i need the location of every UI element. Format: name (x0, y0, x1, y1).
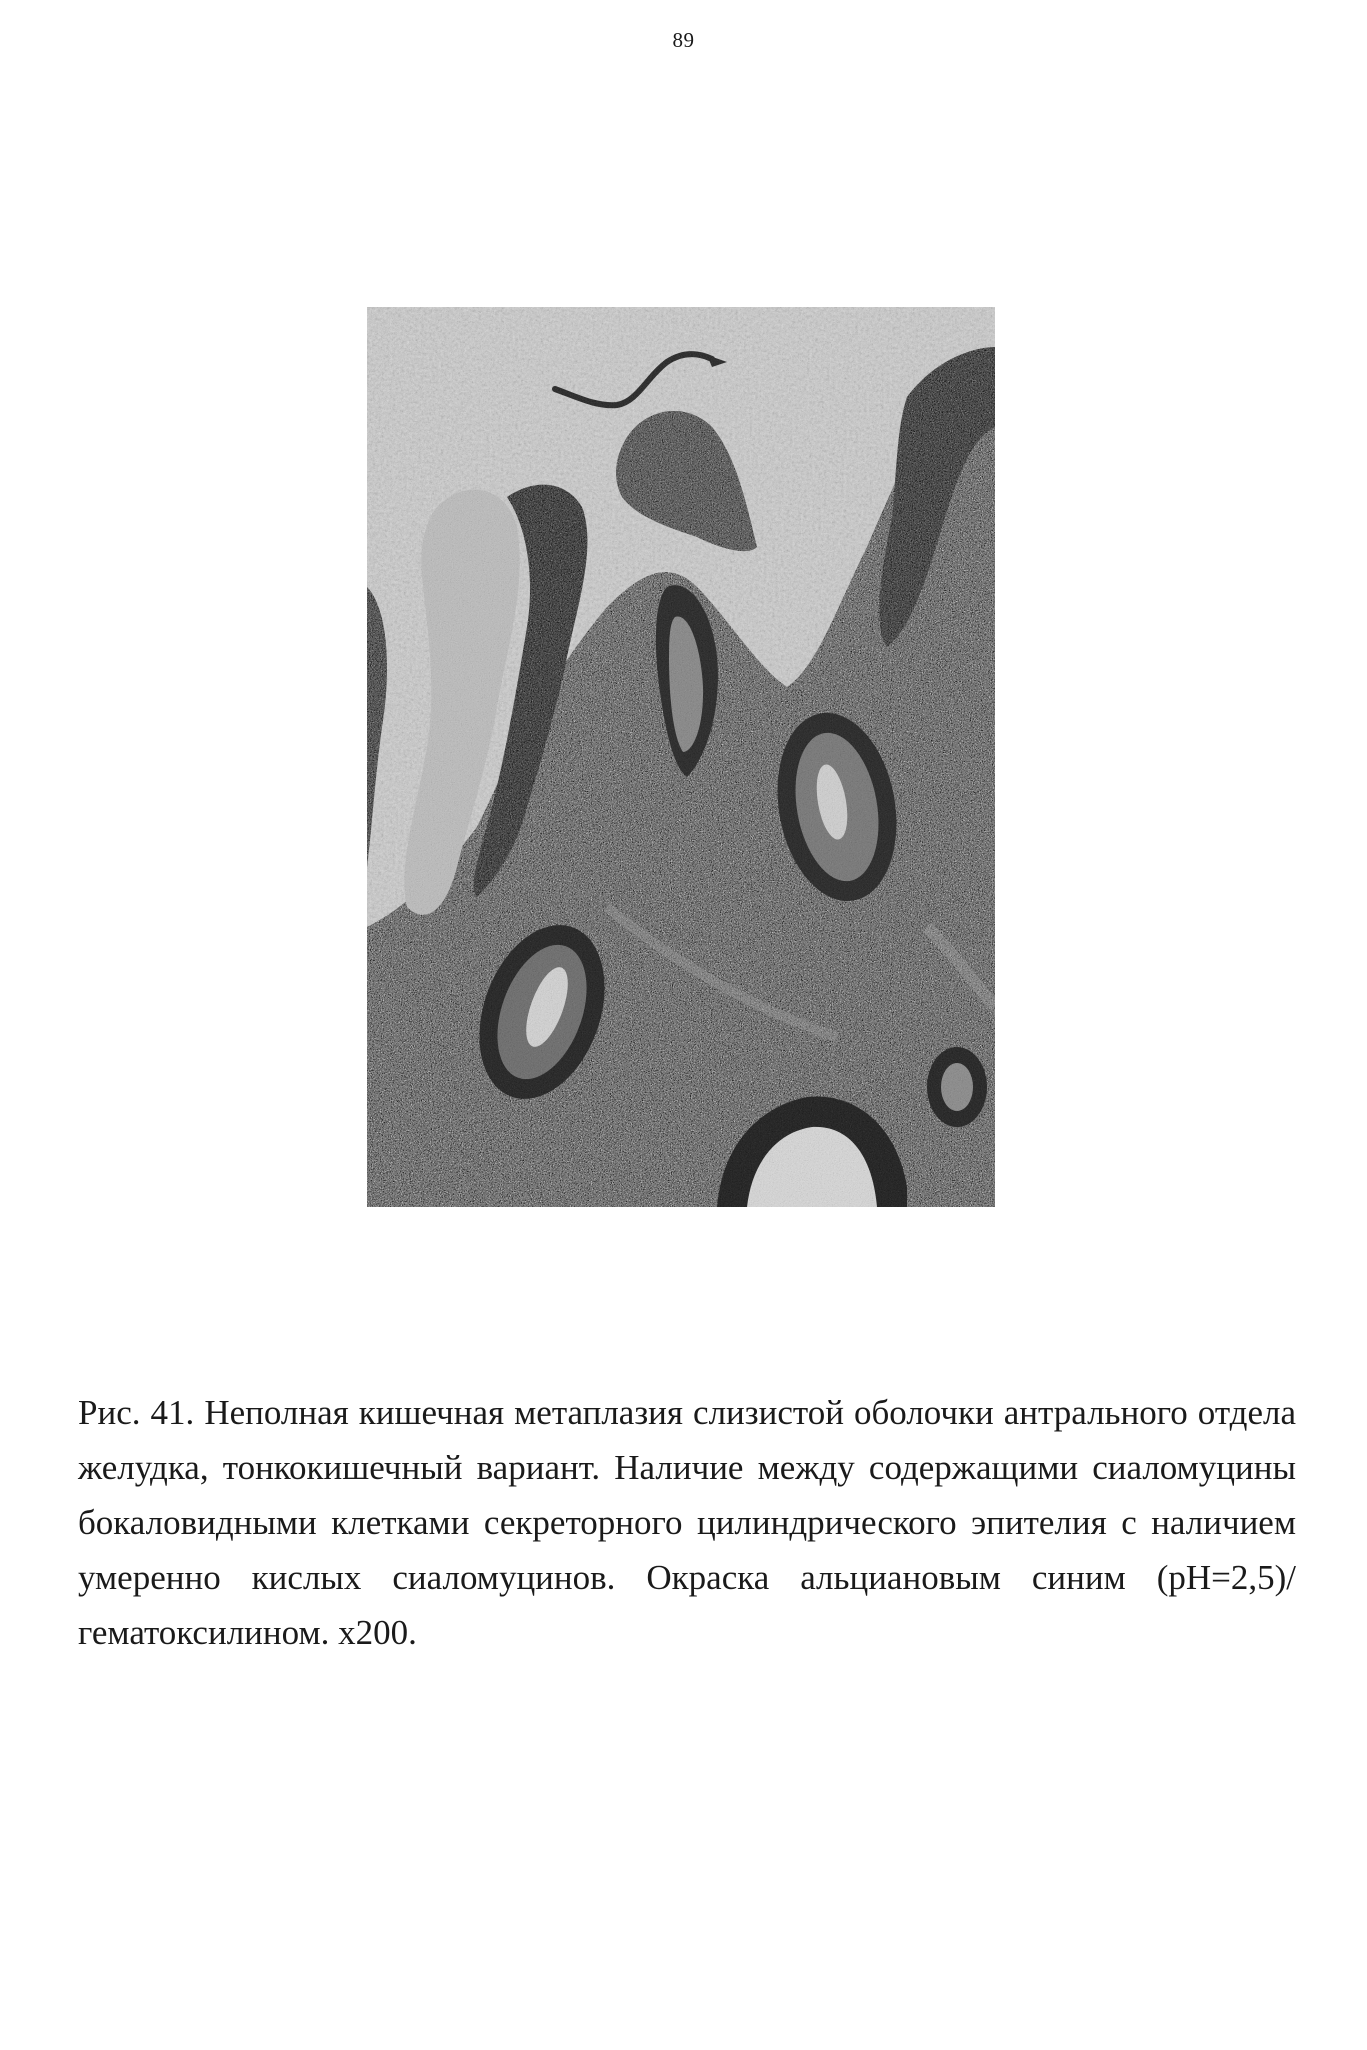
figure-caption: Рис. 41. Неполная кишечная метаплазия слизистой оболочки антрального отдела желудка, тонкокишечный вариант. Наличие между содержащими сиаломуцины бокаловидными клетками секреторного цилиндрического эпителия с наличием умеренно кислых сиаломуцинов. Окраска альциановым синим (рН=2,5)/гематоксилином. х200. (78, 1393, 1296, 1652)
page-number: 89 (672, 28, 695, 52)
micrograph-image (367, 307, 995, 1207)
histology-micrograph (367, 307, 995, 1207)
